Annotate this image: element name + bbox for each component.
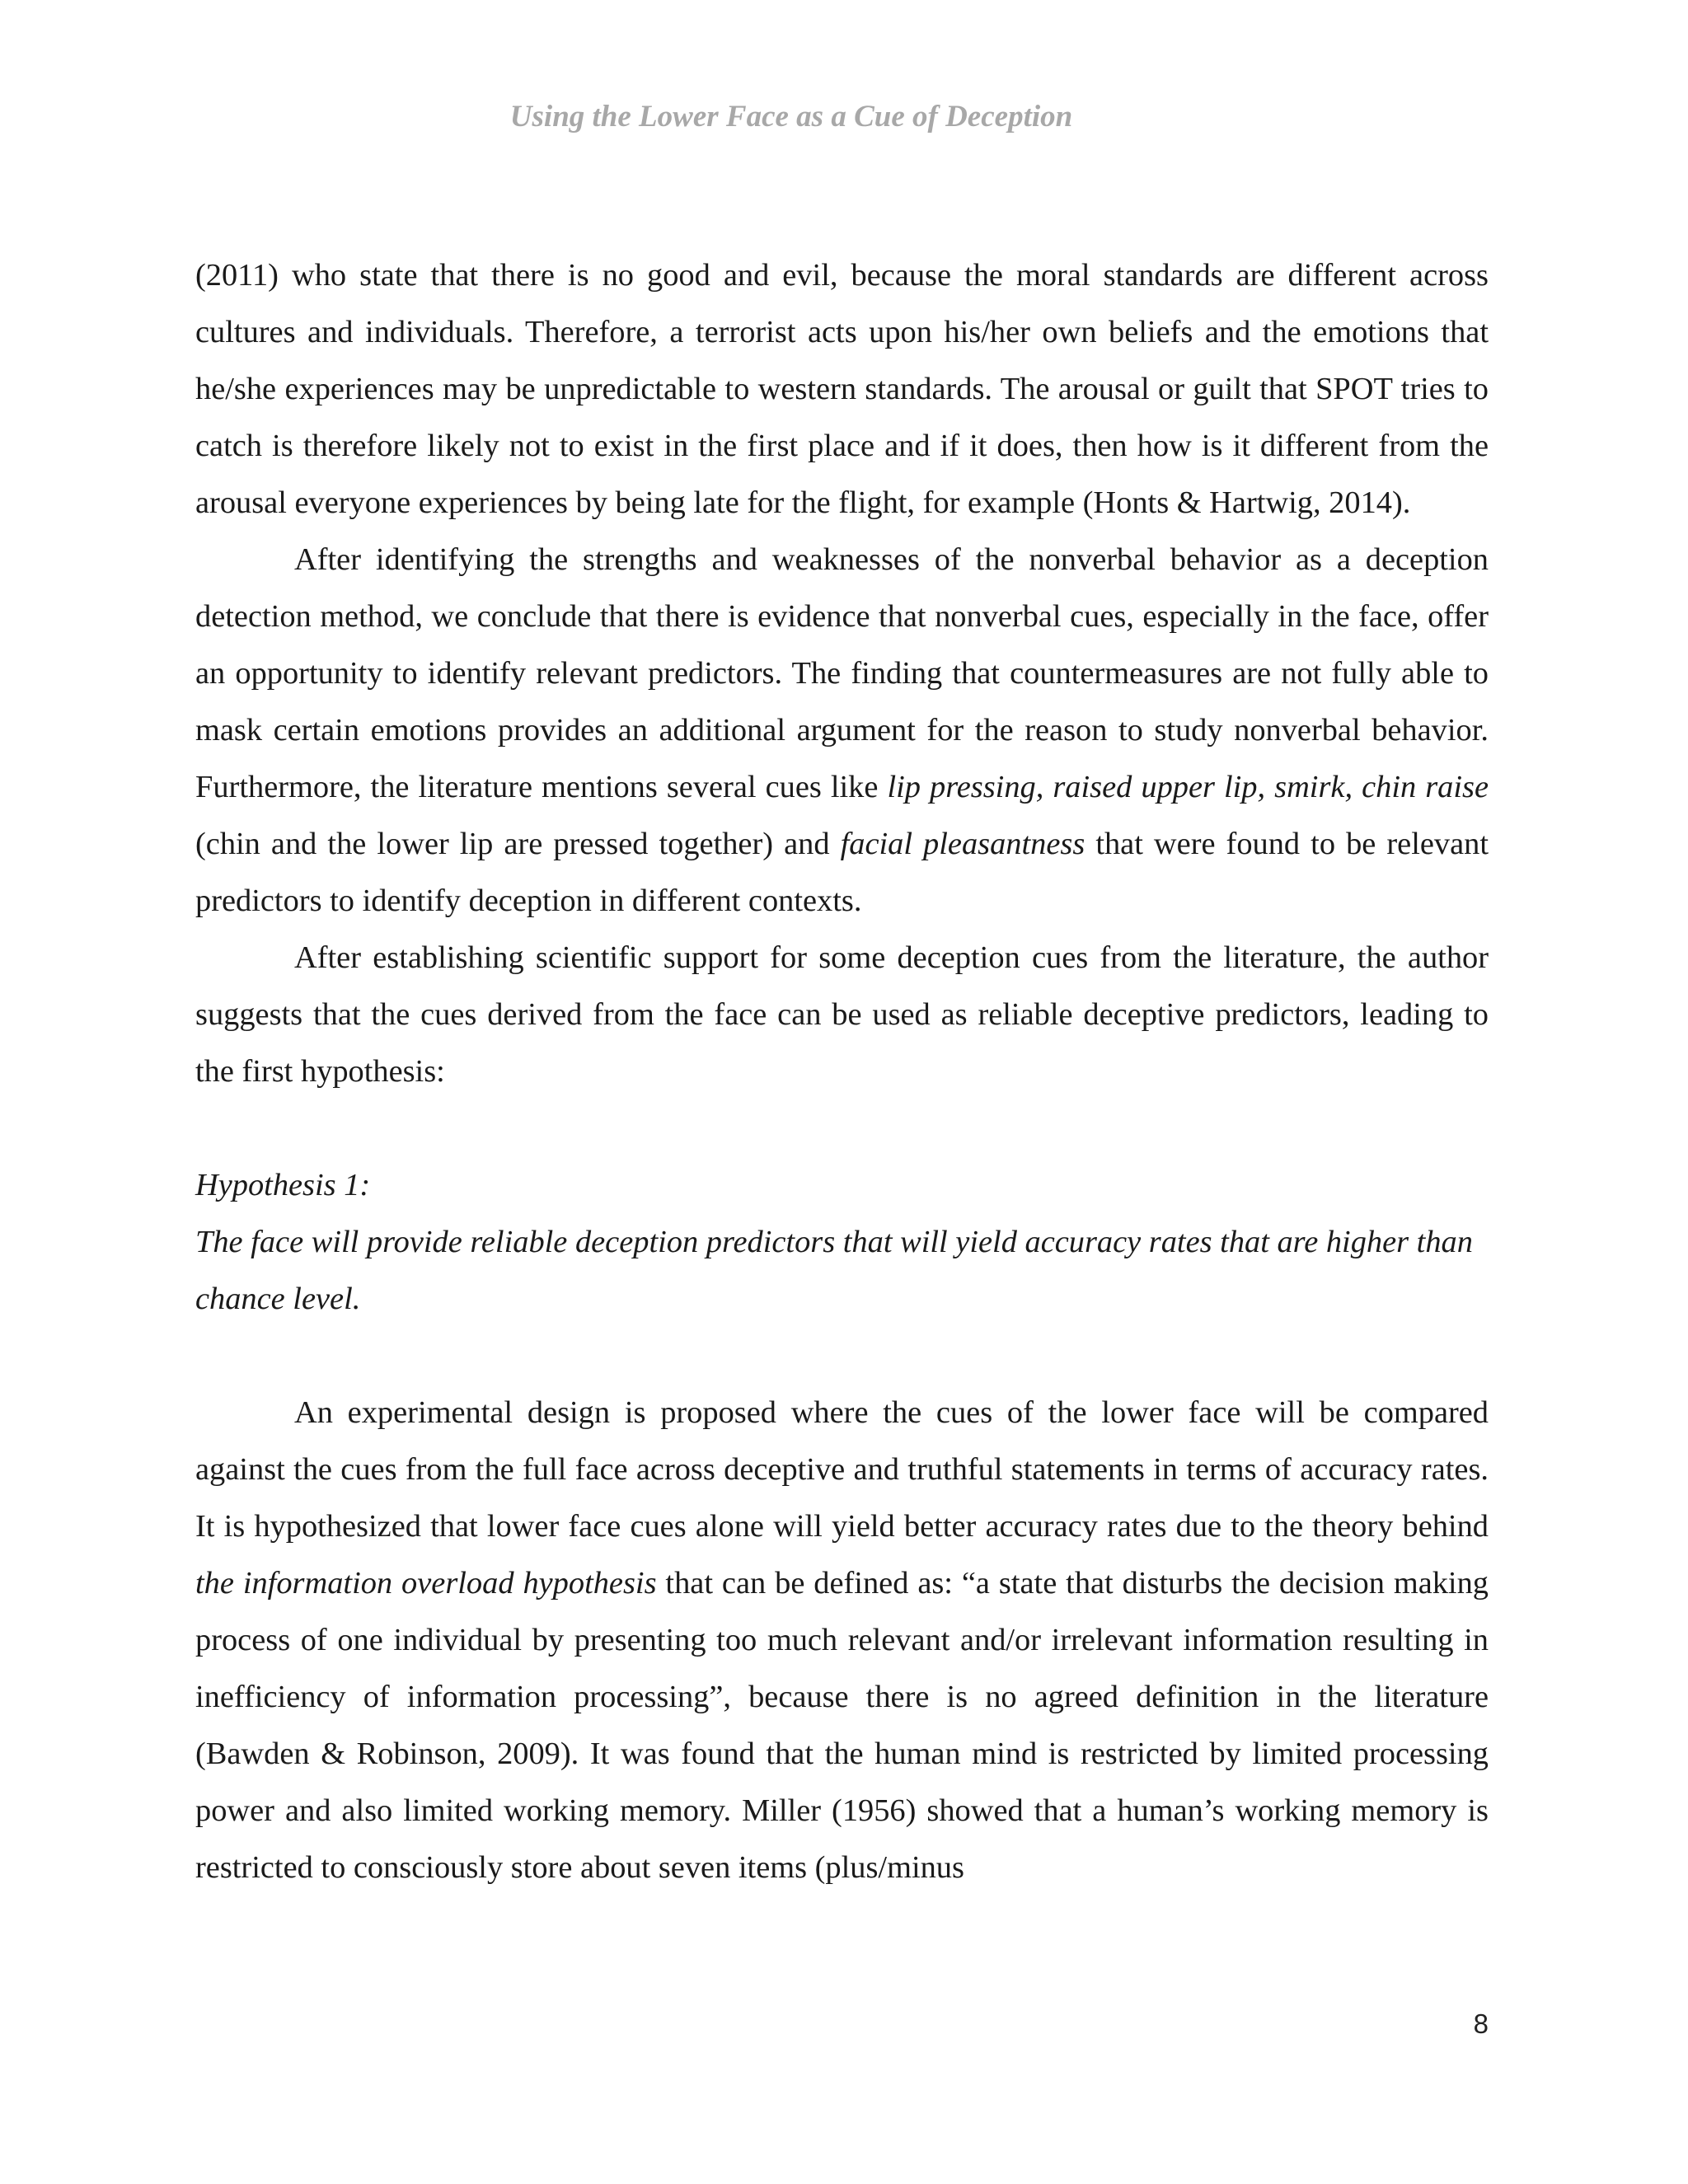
paragraph-text: (chin and the lower lip are pressed together) and bbox=[195, 827, 841, 861]
paragraph-text: After identifying the strengths and weaknesses of the nonverbal behavior as a deception detection method, we conclude that there is evidence that nonverbal cues, especially in the face, offer an opportunity to identify relevant predictors. The finding that countermeasures are not fully able to mask certain emotions provides an additional argument for the reason to study nonverbal behavior. Furthermore, the literature mentions several cues like bbox=[195, 542, 1489, 804]
running-header: Using the Lower Face as a Cue of Deception bbox=[509, 100, 1073, 134]
paragraph-text: that were found to be relevant predictors to identify deception in different contexts. bbox=[195, 827, 1489, 918]
spacer bbox=[195, 1328, 1489, 1385]
italic-information-overload: the information overload hypothesis bbox=[195, 1566, 657, 1601]
spacer bbox=[195, 1100, 1489, 1157]
paragraph-text: that can be defined as: “a state that disturbs the decision making process of one individual by presenting too much relevant and/or irrelevant information resulting in inefficiency of information processing”, because there is no agreed definition in the literature (Bawden & Robinson, 2009). It was found that the human mind is restricted by limited processing power and also limited working memory. Miller (1956) showed that a human’s working memory is restricted to consciously store about seven items (plus/minus bbox=[195, 1566, 1489, 1885]
italic-facial-pleasantness: facial pleasantness bbox=[840, 827, 1085, 861]
italic-cue-list: lip pressing, raised upper lip, smirk, chin raise bbox=[887, 770, 1489, 804]
hypothesis-text: The face will provide reliable deception predictors that will yield accuracy rates that are higher than chance level. bbox=[195, 1225, 1473, 1316]
body-text bbox=[195, 247, 1489, 1896]
paragraph-scientific-support: After establishing scientific support for some deception cues from the literature, the author suggests that the cues derived from the face can be used as reliable deceptive predictors, leading to the first hypothesis: bbox=[195, 940, 1489, 1089]
page-number: 8 bbox=[1473, 2008, 1489, 2039]
hypothesis-label: Hypothesis 1: bbox=[195, 1168, 371, 1202]
paragraph-experimental-design bbox=[195, 1385, 1489, 1896]
paragraph-strengths-weaknesses bbox=[195, 532, 1489, 930]
paragraph-continuation: (2011) who state that there is no good and evil, because the moral standards are different across cultures and individuals. Therefore, a terrorist acts upon his/her own beliefs and the emotions that he/she experiences may be unpredictable to western standards. The arousal or guilt that SPOT tries to catch is therefore likely not to exist in the first place and if it does, then how is it different from the arousal everyone experiences by being late for the flight, for example (Honts & Hartwig, 2014). bbox=[195, 258, 1489, 520]
paragraph-text: An experimental design is proposed where the cues of the lower face will be compared against the cues from the full face across deceptive and truthful statements in terms of accuracy rates. It is hypothesized that lower face cues alone will yield better accuracy rates due to the theory behind bbox=[195, 1395, 1489, 1544]
